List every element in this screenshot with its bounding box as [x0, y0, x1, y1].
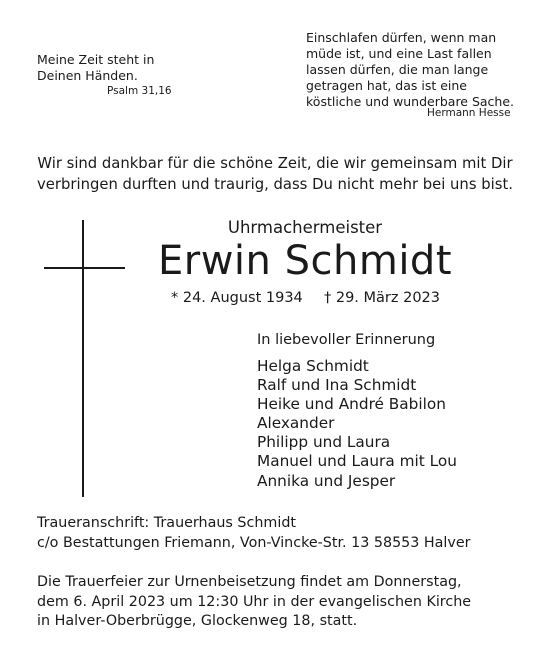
- address-line: Traueranschrift: Trauerhaus Schmidt: [37, 515, 297, 531]
- cross-vertical: [82, 220, 84, 497]
- intro-line: Wir sind dankbar für die schöne Zeit, die wir gemeinsam mit Dir: [37, 155, 513, 172]
- deceased-profession: Uhrmachermeister: [227, 218, 383, 237]
- mourning-address: [37, 514, 471, 553]
- quote-line: Einschlafen dürfen, wenn man: [306, 30, 497, 45]
- funeral-service-info: [37, 573, 471, 632]
- intro-line: verbringen durften und traurig, dass Du nicht mehr bei uns bist.: [37, 176, 513, 193]
- service-line: dem 6. April 2023 um 12:30 Uhr in der evangelischen Kirche: [37, 593, 472, 610]
- death-date: † 29. März 2023: [324, 290, 441, 306]
- mourner: Manuel und Laura mit Lou: [257, 452, 457, 471]
- quote-line: Deinen Händen.: [37, 68, 138, 83]
- intro-text: [20, 153, 530, 195]
- quote-line: müde ist, und eine Last fallen: [306, 46, 492, 61]
- quote-psalm: [37, 52, 154, 84]
- quote-line: köstliche und wunderbare Sache.: [306, 94, 515, 109]
- quote-line: lassen dürfen, die man lange: [306, 62, 489, 77]
- deceased-name: Erwin Schmidt: [158, 238, 452, 284]
- birth-date: * 24. August 1934: [171, 290, 303, 306]
- mourner: Philipp und Laura: [257, 433, 391, 452]
- mourner: Helga Schmidt: [257, 357, 369, 375]
- mourner: Alexander: [257, 414, 335, 433]
- quote-line: Meine Zeit steht in: [37, 52, 155, 67]
- mourner: Ralf und Ina Schmidt: [257, 376, 417, 395]
- service-line: in Halver-Oberbrügge, Glockenweg 18, statt.: [37, 613, 358, 629]
- service-line: Die Trauerfeier zur Urnenbeisetzung findet am Donnerstag,: [37, 574, 462, 590]
- quote-hesse: [306, 30, 514, 110]
- quote-line: getragen hat, das ist eine: [306, 78, 467, 93]
- quote-source: Hermann Hesse: [427, 107, 511, 119]
- address-line: c/o Bestattungen Friemann, Von-Vincke-Str. 13 58553 Halver: [37, 534, 471, 551]
- cross-horizontal: [44, 267, 125, 269]
- mourners-list: [257, 357, 457, 491]
- mourner: Annika und Jesper: [257, 471, 396, 490]
- mourner: Heike und André Babilon: [257, 395, 446, 414]
- memory-line: In liebevoller Erinnerung: [257, 332, 436, 348]
- quote-source: Psalm 31,16: [107, 85, 172, 97]
